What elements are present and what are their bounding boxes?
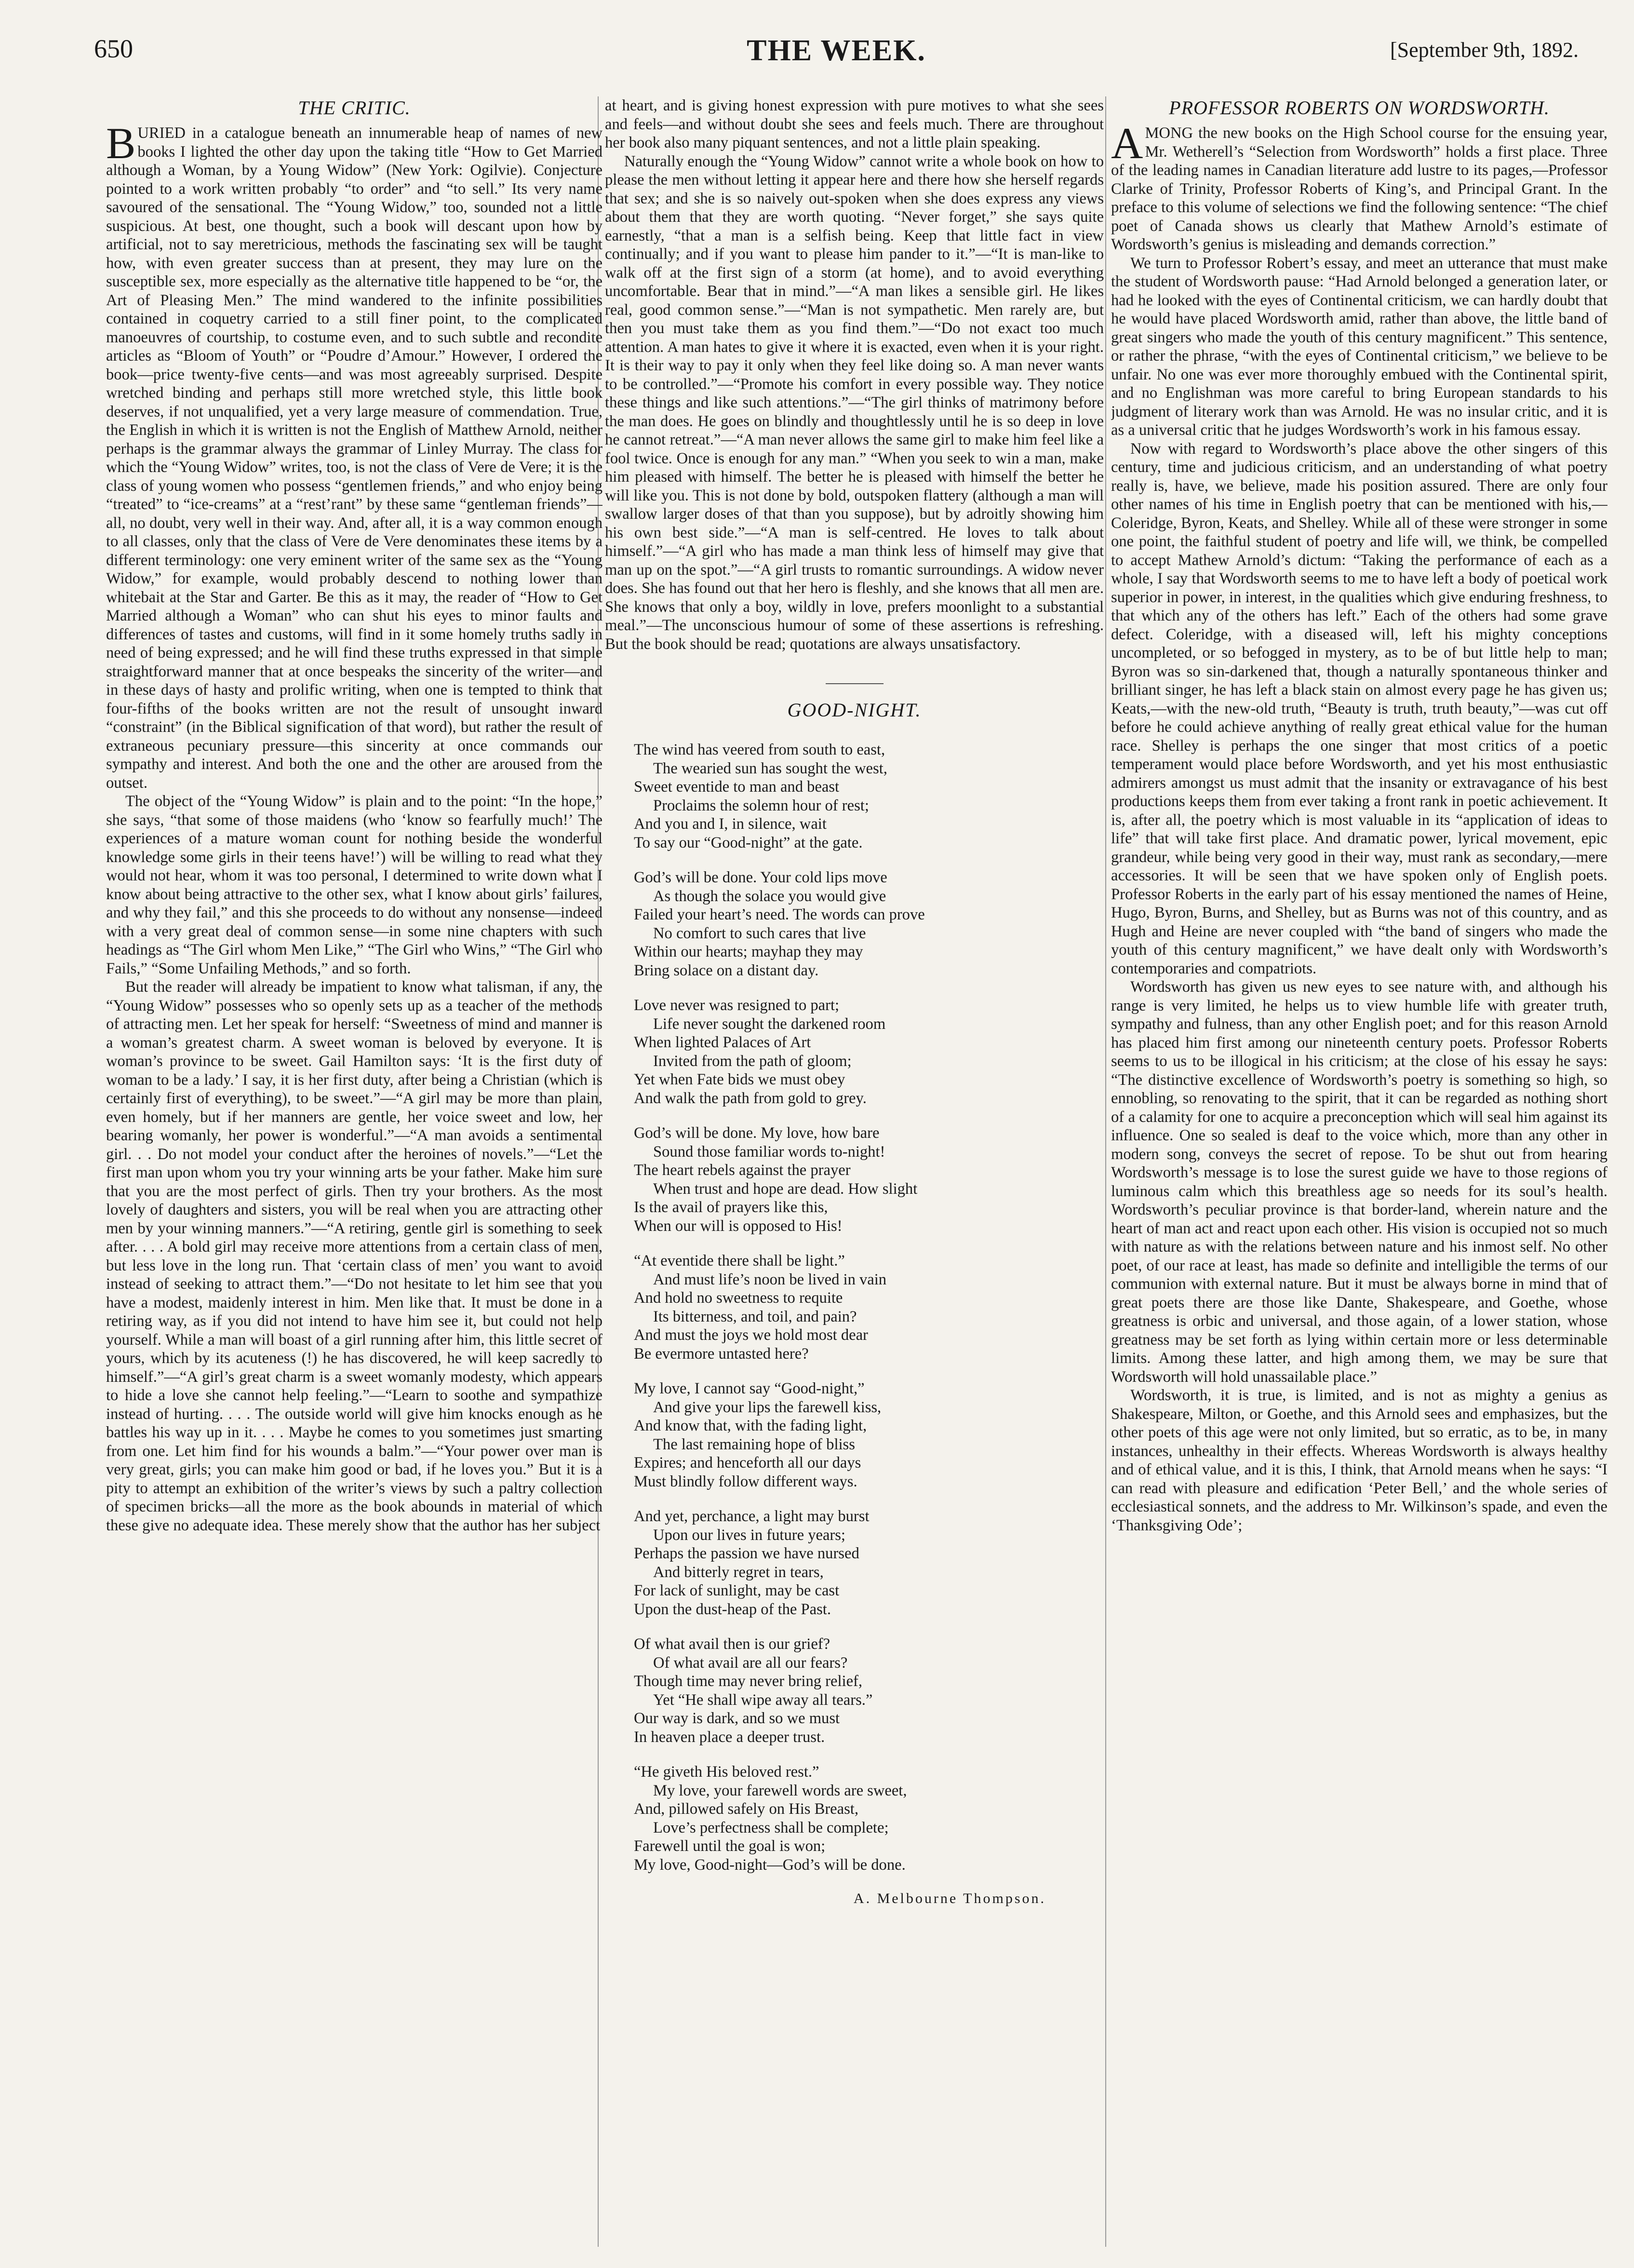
poem-line: Though time may never bring relief, [634, 1673, 863, 1690]
roberts-title: PROFESSOR ROBERTS ON WORDSWORTH. [1169, 97, 1550, 119]
poem-line: And, pillowed safely on His Breast, [634, 1800, 858, 1818]
column-2 [605, 96, 1104, 2247]
poem-stanza [634, 741, 1104, 852]
poem-line: Yet when Fate bids we must obey [634, 1071, 845, 1088]
poem-line: And yet, perchance, a light may burst [634, 1508, 870, 1525]
poem-line: Invited from the path of gloom; [653, 1052, 852, 1070]
poem-line: Its bitterness, and toil, and pain? [653, 1308, 857, 1325]
critic-paragraph: The object of the “Young Widow” is plain and to the point: “In the hope,” she says, “that some of those maidens (who ‘know so fearfully much!’ The experiences of a mature woman count for nothing beside the wonderful knowledge some girls in their teens have!’) will be willing to read what they would not hear, whom it was too personal, I determined to write down what I know about being attractive to the other sex, what I know about girls’ failures, and why they fail,” and this she proceeds to do without any nonsense—indeed with a very great deal of common sense—in some nine chapters with such headings as “The Girl whom Men Like,” “The Girl who Wins,” “The Girl who Fails,” “Some Unfailing Methods,” and so forth. [106, 793, 603, 977]
poem-line: Bring solace on a distant day. [634, 961, 819, 979]
poem-line: God’s will be done. My love, how bare [634, 1124, 880, 1142]
poem-line: As though the solace you would give [653, 887, 886, 905]
poem-line: Of what avail are all our fears? [653, 1654, 848, 1672]
poem-line: Expires; and henceforth all our days [634, 1454, 861, 1472]
poem-line: Our way is dark, and so we must [634, 1710, 840, 1727]
poem-line: And give your lips the farewell kiss, [653, 1398, 882, 1416]
poem-line: Within our hearts; mayhap they may [634, 943, 863, 960]
poem-line: Perhaps the passion we have nursed [634, 1545, 859, 1562]
critic-paragraph: Naturally enough the “Young Widow” cannot write a whole book on how to please the men without letting it appear here and there how she herself regards that sex; and she is so naively out-spoken when she does express any views about them that they are worth quoting. “Never forget,” she says quite earnestly, “that a man is a selfish being. Keep that little fact in view continually; and if you want to please him pander to it.”—“It is man-like to walk off at the first sign of a storm (at home), and to avoid everything uncomfortable. Bear that in mind.”—“A man likes a sensible girl. He likes real, good common sense.”—“Man is not sympathetic. Men rarely are, but then you must take them as you find them.”—“Do not exact too much attention. A man hates to give it where it is exacted, even when it is your right. It is their way to pay it only when they feel like doing so. A man never wants to be controlled.”—“Promote his comfort in every possible way. They notice these things and like such attentions.”—“The girl thinks of matrimony before the man does. He goes on blindly and thoughtlessly until he is so deep in love he cannot retreat.”—“A man never allows the same girl to make him feel like a fool twice. Once is enough for any man.” “When you seek to win a man, make him pleased with himself. The better he is pleased with himself the better he will like you. This is not done by bold, outspoken flattery (although a man will swallow larger doses of that than you suppose), but by adroitly showing him his own best side.”—“A man is self-centred. He loves to talk about himself.”—“A girl who has made a man think less of himself may give that man up on the spot.”—“A girl trusts to romantic surroundings. A widow never does. She has found out that her hero is fleshly, and she knows that all men are. She knows that only a boy, wildly in love, prefers moonlight to a substantial meal.”—The unconscious humour of some of these assertions is refreshing. But the book should be read; quotations are always unsatisfactory. [605, 152, 1104, 653]
poem-title: GOOD-NIGHT. [605, 683, 1104, 721]
roberts-paragraph: Wordsworth, it is true, is limited, and is not as mighty a genius as Shakespeare, Milton, or Goethe, and this Arnold sees and emphasizes, but the other poets of this age were not only limited, but so erratic, as to be, in many instances, unhealthy in their effects. Whereas Wordsworth is always healthy and of ethical value, and it is this, I think, that Arnold means when he says: “I can read with pleasure and edification ‘Peter Bell,’ and the whole series of ecclesiastical sonnets, and the address to Mr. Wilkinson’s spade, and even the ‘Thanksgiving Ode’; [1111, 1387, 1607, 1534]
poem-line: Of what avail then is our grief? [634, 1635, 830, 1653]
poem-line: When our will is opposed to His! [634, 1217, 843, 1235]
poem-line: Yet “He shall wipe away all tears.” [653, 1691, 873, 1709]
poem-line: Is the avail of prayers like this, [634, 1199, 828, 1216]
poem-line: When lighted Palaces of Art [634, 1034, 811, 1051]
poem-stanza [634, 1763, 1104, 1874]
poem-author: A. Melbourne Thompson. [853, 1890, 1046, 1906]
poem-stanza [634, 1124, 1104, 1235]
column-1 [106, 96, 603, 2247]
journal-title: THE WEEK. [747, 34, 926, 67]
critic-paragraph: at heart, and is giving honest expression with pure motives to what she sees and feels—and without doubt she sees and feels much. There are throughout her book also many piquant sentences, and not a little plain speaking. [605, 97, 1104, 151]
roberts-paragraph: Wordsworth has given us new eyes to see nature with, and although his range is very limited, he helps us to view humble life with greater truth, sympathy and fulness, than any other English poet; and for this reason Arnold has placed him first among our nineteenth century poets. Professor Roberts seems to us to be illogical in his criticism; at the close of his essay he says: “The distinctive excellence of Wordsworth’s poetry is something so high, so ennobling, so renovating to the spirit, that it can be regarded as nothing short of a calamity for one to acquire a preconception which will seal him against its influence. One so sealed is deaf to the voice which, more than any other in modern song, conveys the secret of repose. To be shut out from hearing Wordsworth’s message is to lose the surest guide we have to those regions of luminous calm which this breathless age so needs for its soul’s health. Wordsworth’s peculiar province is that border-land, wherein nature and the heart of man act and react upon each other. His vision is occupied not so much with nature as with the relations between nature and his inmost self. No other poet, of our race at least, has made so definite and intelligible the terms of our communion with external nature. But it must be always borne in mind that of great poets there are those like Dante, Shakespeare, and Goethe, whose greatness is orbic and universal, and those again, of a lower station, whose greatness may be set forth as lying within certain more or less determinable limits. Among these latter, and high among them, we may be sure that Wordsworth will hold unassailable place.” [1111, 978, 1607, 1386]
column-divider [1105, 96, 1106, 2247]
poem-stanza [634, 868, 1104, 980]
poem-line: Be evermore untasted here? [634, 1345, 809, 1363]
poem-line: “He giveth His beloved rest.” [634, 1763, 819, 1781]
poem-line: To say our “Good-night” at the gate. [634, 834, 863, 851]
poem-line: Love never was resigned to part; [634, 997, 840, 1014]
roberts-paragraph: Now with regard to Wordsworth’s place above the other singers of this century, time and judicious criticism, and an understanding of what poetry really is, have, we believe, made his position assured. There are only four other names of his time in English poetry that can be mentioned with his,—Coleridge, Byron, Keats, and Shelley. While all of these were stronger in some one point, the faithful student of poetry and life will, we think, be compelled to accept Mathew Arnold’s dictum: “Taking the performance of each as a whole, I say that Wordsworth seems to me to have left a body of poetical work superior in power, in interest, in the qualities which give enduring freshness, to that which any of the others has left.” Each of the others had some grave defect. Coleridge, with a diseased will, left his mighty conceptions uncompleted, or so befogged in mystery, as to be of but little help to man; Byron was so sin-darkened that, though a naturally spontaneous thinker and brilliant singer, he has left a black stain on almost every page he has given us; Keats,—with the new-old truth, “Beauty is truth, truth beauty,”—was cut off before he could achieve anything of really great ethical value for the human race. Shelley is perhaps the one singer that most critics of a poetic temperament would place before Wordsworth, and yet his most enthusiastic admirers amongst us must admit that the insanity or extravagance of his best productions keeps them from ever taking a front rank in poetic achievement. It is, after all, the poetry which is most valuable in its “application of ideas to life” that will take first place. And dramatic power, lyrical movement, epic grandeur, while being very good in their way, must rank as secondary,—mere accessories. It will be seen that we have spoken only of English poets. Professor Roberts in the early part of his essay mentioned the names of Heine, Hugo, Byron, Burns, and Shelley, but as Burns was not of this country, and as Hugh and Heine are never coupled with “the band of singers who made the youth of this century magnificent,” we have dealt only with Wordsworth’s contemporaries and compatriots. [1111, 440, 1607, 977]
column-3 [1111, 96, 1607, 2247]
poem-line: When trust and hope are dead. How slight [653, 1180, 918, 1198]
poem-line: Farewell until the goal is won; [634, 1837, 826, 1855]
poem-stanza [634, 1507, 1104, 1619]
poem-line: In heaven place a deeper trust. [634, 1728, 825, 1746]
poem-line: Life never sought the darkened room [653, 1015, 886, 1033]
poem-line: The last remaining hope of bliss [653, 1435, 855, 1453]
poem-line: Sweet eventide to man and beast [634, 778, 840, 796]
poem-line: The wearied sun has sought the west, [653, 759, 887, 777]
poem-line: The heart rebels against the prayer [634, 1161, 851, 1179]
drop-cap: A [1111, 119, 1143, 168]
roberts-paragraph: We turn to Professor Robert’s essay, and meet an utterance that must make the student of Wordsworth pause: “Had Arnold belonged a generation later, or had he looked with the eyes of Continental criticism, we can hardly doubt that he would have placed Wordsworth amid, rather than above, the little band of great singers who made the youth of this century magnificent.” This sentence, or rather the phrase, “with the eyes of Continental criticism,” we believe to be unfair. No one was ever more thoroughly embued with the Continental spirit, and no Englishman was more careful to bring European standards to his judgment of literary work than was Arnold. He was no insular critic, and it is as a universal critic that he judges Wordsworth’s work in his famous essay. [1111, 254, 1607, 439]
issue-date: [September 9th, 1892. [1390, 38, 1579, 62]
critic-paragraph: But the reader will already be impatient to know what talisman, if any, the “Young Widow” possesses who so openly sets up as a teacher of the methods of attracting men. Let her speak for herself: “Sweetness of mind and manner is a woman’s greatest charm. A sweet woman is beloved by everyone. It is woman’s province to be sweet. Gail Hamilton says: ‘It is the first duty of woman to be a lady.’ I say, it is her first duty, after being a Christian (which is certainly first of everything), to be sweet.”—“A girl may be more than plain, even homely, but if her manners are gentle, her voice sweet and low, her bearing womanly, her power is wonderful.”—“A man avoids a sentimental girl. . . Do not model your conduct after the heroines of novels.”—“Let the first man upon whom you try your winning arts be your father. Make him sure that you are the most perfect of girls. Then try your brothers. As the most lovely of daughters and sisters, you will be real when you are attracting other men by your winning manners.”—“A retiring, gentle girl is something to seek after. . . . A bold girl may receive more attentions from a certain class of men, but less love in the long run. That ‘certain class of men’ you want to avoid instead of seeking to attract them.”—“Do not hesitate to let him see that you have a modest, maidenly interest in him. Men like that. It must be done in a retiring way, as if you did not intend to have him see it, but could not help yourself. While a man will boast of a girl running after him, this little secret of yours, which by its acuteness (!) he has discovered, he will keep sacredly to himself.”—“A girl’s great charm is a sweet womanly modesty, which appears to hide a love she cannot help feeling.”—“Learn to soothe and sympathize instead of hurting. . . . The outside world will give him knocks enough as he battles his way up in it. . . . Maybe he comes to you sometimes just smarting from one. Let him find for his wounds a balm.”—“Your power over man is very great, girls; you can make him good or bad, if he loves you.” But it is a pity to attempt an exhibition of the writer’s views by such a paltry collection of specimen bricks—all the more as the book abounds in material of which these give no adequate idea. These merely show that the author has her subject [106, 978, 603, 1534]
page-header [94, 34, 1579, 77]
poem [605, 741, 1104, 1874]
critic-title: THE CRITIC. [298, 97, 411, 119]
poem-line: And hold no sweetness to requite [634, 1289, 843, 1307]
poem-line: Sound those familiar words to-night! [653, 1143, 885, 1161]
poem-stanza [634, 1252, 1104, 1363]
poem-line: And walk the path from gold to grey. [634, 1089, 867, 1107]
poem-line: And you and I, in silence, wait [634, 815, 827, 833]
poem-line: Upon our lives in future years; [653, 1526, 845, 1544]
poem-line: My love, Good-night—God’s will be done. [634, 1856, 906, 1874]
poem-stanza [634, 1379, 1104, 1491]
critic-paragraph: BURIED in a catalogue beneath an innumerable heap of names of new books I lighted the other day upon the taking title “How to Get Married although a Woman, by a Young Widow” (New York: Ogilvie). Conjecture pointed to a work written probably “to order” and “to sell.” Its very name savoured of the sensational. The “Young Widow,” too, sounded not a little suspicious. At best, one thought, such a book will descant upon how by artificial, not to say meretricious, methods the fascinating sex will be taught how, with even greater success than at present, they may lure on the susceptible sex, more especially as the alternative title happened to be “or, the Art of Pleasing Men.” The mind wandered to the infinite possibilities contained in coquetry carried to a still finer point, to the complicated manoeuvres of courtship, to costume even, and to such subtle and recondite articles as “Bloom of Youth” or “Poudre d’Amour.” However, I ordered the book—price twenty-five cents—and was most agreeably surprised. Despite wretched binding and perhaps still more wretched style, this little book deserves, if not unqualified, yet a very large measure of commendation. True, the English in which it is written is not the English of Matthew Arnold, neither perhaps is the grammar always the grammar of Linley Murray. The class for which the “Young Widow” writes, too, is not the class of Vere de Vere; it is the class of young women who possess “gentlemen friends,” and who enjoy being “treated” to “ice-creams” at a “rest’rant” by these same “gentleman friends”—all, no doubt, very well in their way. And, after all, it is a way common enough to all classes, only that the class of Vere de Vere denominates these items by a different terminology: one very eminent writer of the same sex as the “Young Widow,” for example, would probably descend to nothing lower than whitebait at the Star and Garter. Be this as it may, the reader of “How to Get Married although a Woman” who can shut his eyes to minor faults and differences of tastes and customs, will find in it some homely truths sadly in need of being expressed; and he will find these truths expressed in that simple straightforward manner that at once bespeaks the sincerity of the writer—and in these days of hasty and prolific writing, when one is tempted to think that four-fifths of the books written are not the result of unsought inward “constraint” (in the Biblical signification of that word), but rather the result of extraneous pecuniary pressure—this sincerity at once commands our sympathy and interest. And both the one and the other are aroused from the outset. [106, 119, 603, 792]
poem-line: Failed your heart’s need. The words can prove [634, 906, 925, 923]
poem-line: And must the joys we hold most dear [634, 1326, 868, 1344]
poem-line: My love, your farewell words are sweet, [653, 1782, 907, 1799]
poem-line: And must life’s noon be lived in vain [653, 1270, 887, 1288]
poem-line: And know that, with the fading light, [634, 1417, 867, 1434]
poem-line: No comfort to such cares that live [653, 924, 866, 942]
poem-line: The wind has veered from south to east, [634, 741, 885, 758]
poem-line: Proclaims the solemn hour of rest; [653, 796, 869, 814]
roberts-paragraph: AMONG the new books on the High School course for the ensuing year, Mr. Wetherell’s “Selection from Wordsworth” holds a first place. Three of the leading names in Canadian literature add lustre to its pages,—Professor Clarke of Trinity, Professor Roberts of King’s, and Principal Grant. In the preface to this volume of selections we find the following sentence: “The chief poet of Canada shows us clearly that Mathew Arnold’s estimate of Wordsworth’s genius is misleading and demands correction.” [1111, 119, 1607, 253]
poem-line: My love, I cannot say “Good-night,” [634, 1380, 865, 1397]
poem-line: Must blindly follow different ways. [634, 1472, 857, 1490]
poem-line: And bitterly regret in tears, [653, 1563, 824, 1581]
drop-cap: B [106, 119, 136, 168]
poem-line: For lack of sunlight, may be cast [634, 1582, 840, 1599]
poem-line: Upon the dust-heap of the Past. [634, 1600, 831, 1618]
poem-line: God’s will be done. Your cold lips move [634, 869, 887, 886]
poem-stanza [634, 996, 1104, 1107]
poem-stanza [634, 1635, 1104, 1746]
page-number: 650 [94, 34, 133, 63]
poem-line: Love’s perfectness shall be complete; [653, 1819, 889, 1836]
poem-line: “At eventide there shall be light.” [634, 1252, 845, 1269]
